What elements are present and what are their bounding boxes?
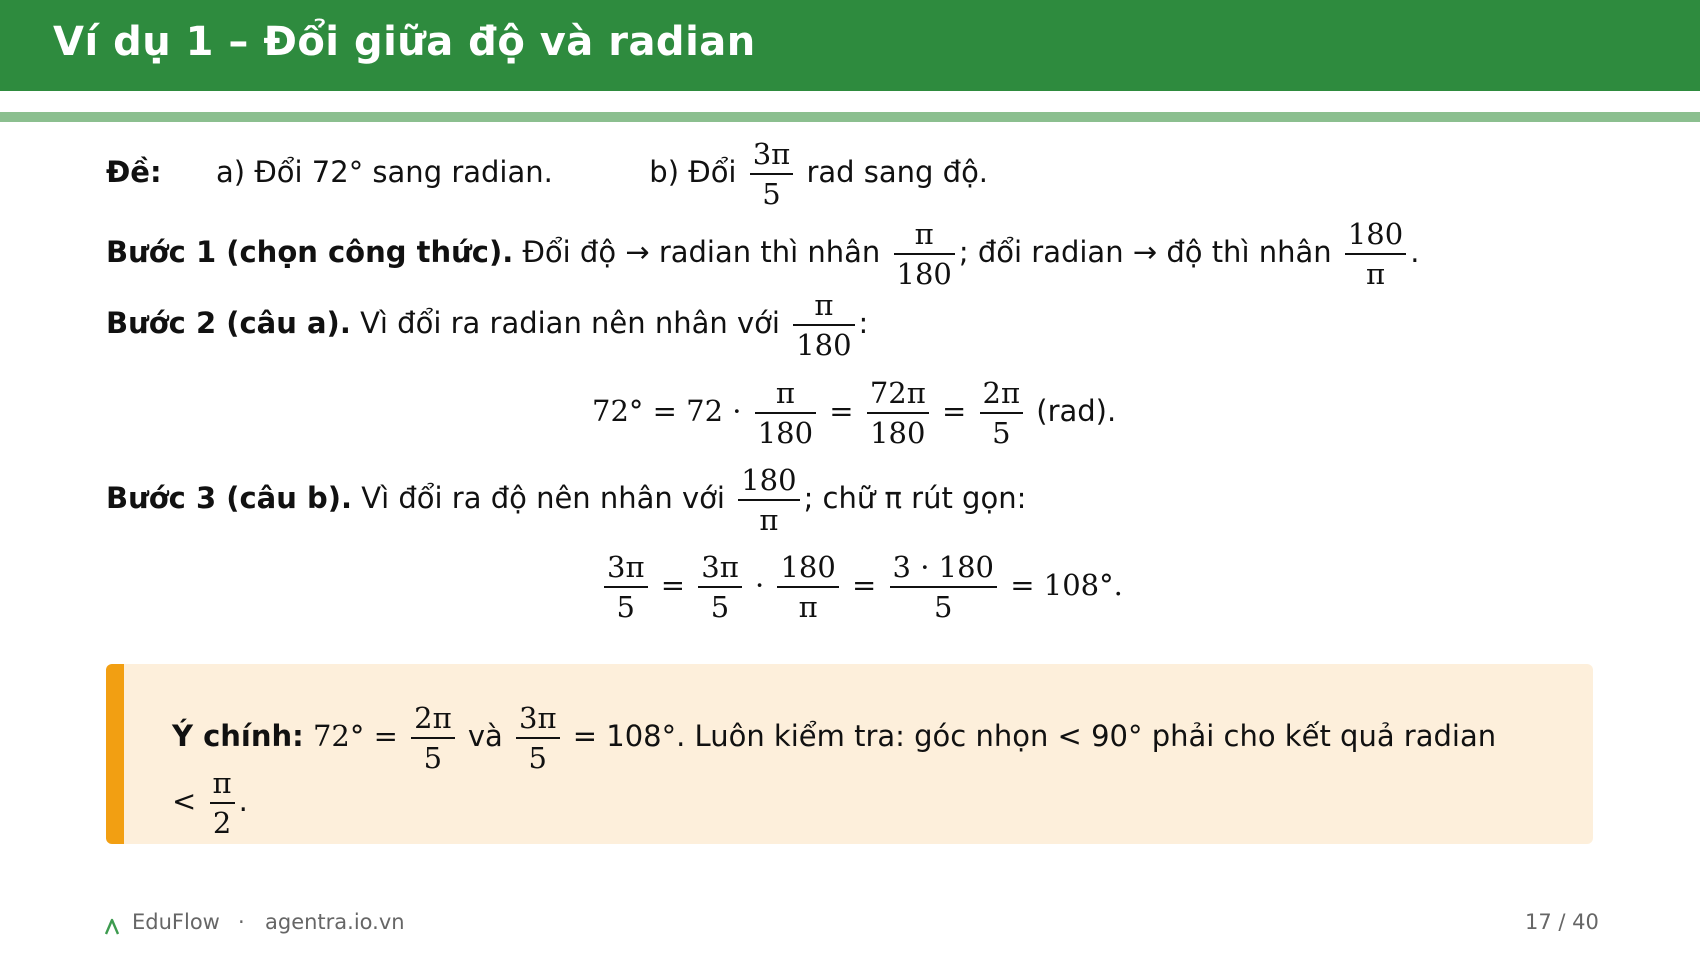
fraction-180-over-pi: $\frac{180}{\pi}$ bbox=[777, 548, 838, 626]
key-point-t2: và bbox=[467, 719, 503, 753]
multiply-dot: · bbox=[755, 568, 765, 602]
eq-lhs: 72° = 72 · bbox=[592, 394, 742, 428]
step1-label: Bước 1 (chọn công thức). bbox=[106, 235, 514, 269]
fraction-3x180-over-5: $\frac{3 \cdot 180}{5}$ bbox=[890, 548, 997, 626]
fraction-2pi-over-5: $\frac{2\pi}{5}$ bbox=[980, 374, 1024, 452]
fraction-180-over-pi: $\frac{180}{\pi}$ bbox=[738, 461, 799, 539]
key-point-t1: 72° = bbox=[312, 719, 398, 753]
fraction-pi-over-2: $\frac{\pi}{2}$ bbox=[210, 764, 235, 842]
step3-label: Bước 3 (câu b). bbox=[106, 481, 353, 515]
key-point-line2 bbox=[172, 764, 248, 842]
key-point-t5: . bbox=[238, 784, 248, 818]
key-point-line1 bbox=[172, 699, 1496, 777]
eq-result: = 108°. bbox=[1010, 568, 1123, 602]
footer-brand: EduFlow bbox=[132, 910, 220, 934]
fraction-pi-over-180: $\frac{\pi}{180}$ bbox=[894, 215, 955, 293]
equals-sign: = bbox=[942, 394, 967, 428]
fraction-2pi-over-5: $\frac{2\pi}{5}$ bbox=[411, 699, 455, 777]
key-point-t3: = 108°. Luôn kiểm tra: góc nhọn < 90° phải cho kết quả radian bbox=[572, 719, 1497, 753]
step3-text: Vì đổi ra độ nên nhân với bbox=[361, 481, 725, 515]
step1-text2: ; đổi radian → độ thì nhân bbox=[958, 235, 1332, 269]
problem-label: Đề: bbox=[106, 155, 162, 189]
eduflow-logo-icon bbox=[104, 916, 120, 936]
key-point-label: Ý chính: bbox=[172, 719, 304, 753]
step1-text1: Đổi độ → radian thì nhân bbox=[522, 235, 881, 269]
slide-title: Ví dụ 1 – Đổi giữa độ và radian bbox=[53, 19, 756, 65]
problem-part-a: a) Đổi 72° sang radian. bbox=[216, 155, 553, 189]
step2-equation bbox=[592, 374, 1116, 452]
fraction-3pi-over-5: $\frac{3\pi}{5}$ bbox=[604, 548, 648, 626]
key-point-callout bbox=[106, 664, 1593, 844]
step2-colon: : bbox=[858, 306, 869, 340]
header-divider bbox=[0, 112, 1700, 122]
step3-equation bbox=[600, 548, 1123, 626]
slide-header bbox=[0, 0, 1700, 91]
step1-line bbox=[106, 215, 1419, 293]
fraction-72pi-over-180: $\frac{72\pi}{180}$ bbox=[867, 374, 929, 452]
key-point-t4: < bbox=[172, 784, 197, 818]
equals-sign: = bbox=[852, 568, 877, 602]
step1-text3: . bbox=[1410, 235, 1420, 269]
footer-site: agentra.io.vn bbox=[265, 910, 405, 934]
step3-line bbox=[106, 461, 1026, 539]
fraction-pi-over-180: $\frac{\pi}{180}$ bbox=[793, 286, 854, 364]
problem-part-b-prefix: b) Đổi bbox=[649, 155, 737, 189]
problem-line bbox=[106, 135, 988, 213]
step2-line bbox=[106, 286, 868, 364]
problem-part-b-suffix: rad sang độ. bbox=[806, 155, 989, 189]
fraction-pi-over-180: $\frac{\pi}{180}$ bbox=[755, 374, 816, 452]
equals-sign: = bbox=[829, 394, 854, 428]
fraction-3pi-over-5: $\frac{3\pi}{5}$ bbox=[698, 548, 742, 626]
eq-unit: (rad). bbox=[1036, 394, 1117, 428]
fraction-3pi-over-5: $\frac{3\pi}{5}$ bbox=[516, 699, 560, 777]
page-number: 17 / 40 bbox=[1525, 910, 1599, 934]
step2-label: Bước 2 (câu a). bbox=[106, 306, 351, 340]
equals-sign: = bbox=[660, 568, 686, 602]
fraction-3pi-over-5: $\frac{3\pi}{5}$ bbox=[750, 135, 794, 213]
step2-text: Vì đổi ra radian nên nhân với bbox=[360, 306, 780, 340]
step3-text2: ; chữ π rút gọn: bbox=[803, 481, 1027, 515]
footer-separator: · bbox=[238, 910, 245, 934]
fraction-180-over-pi: $\frac{180}{\pi}$ bbox=[1345, 215, 1406, 293]
